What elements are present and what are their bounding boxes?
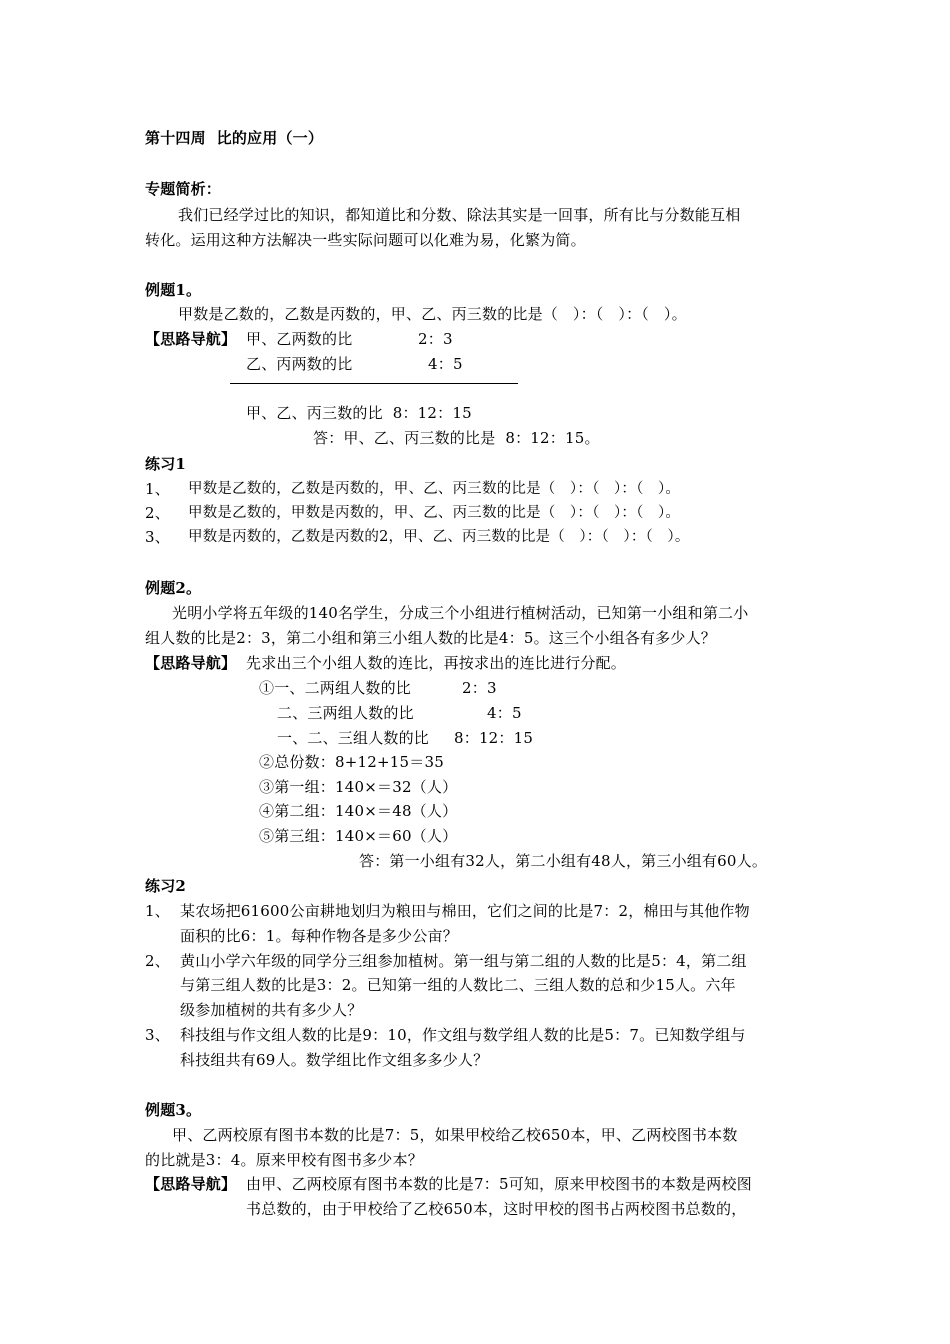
example-3-line: 的比就是3：4。原来甲校有图书多少本？	[145, 1151, 423, 1169]
example-2-step: ①一、二两组人数的比	[259, 679, 412, 697]
example-1-nav-label: 【思路导航】	[145, 330, 237, 348]
practice-1-heading: 练习1	[145, 455, 187, 473]
example-1-nav-ratio: 4：5	[428, 355, 463, 373]
intro-line: 转化。运用这种方法解决一些实际问题可以化难为易，化繁为简。	[145, 231, 586, 249]
example-2-step: 二、三两组人数的比	[277, 704, 414, 722]
example-2-step-ratio: 2：3	[462, 679, 497, 697]
example-1-nav-ratio: 2：3	[418, 330, 453, 348]
page-title: 第十四周 比的应用（一）	[145, 129, 324, 147]
example-2-line: 光明小学将五年级的140名学生，分成三个小组进行植树活动，已知第一小组和第二小	[172, 604, 749, 622]
example-3-nav-line: 由甲、乙两校原有图书本数的比是7：5可知，原来甲校图书的本数是两校图	[246, 1175, 752, 1193]
intro-heading: 专题简析：	[145, 180, 222, 198]
example-3-line: 甲、乙两校原有图书本数的比是7：5，如果甲校给乙校650本，甲、乙两校图书本数	[172, 1126, 738, 1144]
practice-2-line: 某农场把61600公亩耕地划归为粮田与棉田，它们之间的比是7：2，棉田与其他作物	[180, 902, 750, 920]
practice-1-num: 1、	[145, 480, 170, 498]
fraction-rule	[230, 383, 518, 384]
practice-2-heading: 练习2	[145, 877, 187, 895]
intro-line: 我们已经学过比的知识，都知道比和分数、除法其实是一回事，所有比与分数能互相	[178, 206, 741, 224]
practice-2-line: 面积的比6：1。每种作物各是多少公亩？	[180, 927, 458, 945]
example-2-nav-label: 【思路导航】	[145, 654, 237, 672]
example-1-nav-line: 甲、乙、丙三数的比 8：12：15	[246, 404, 472, 422]
example-1-question: 甲数是乙数的，乙数是丙数的，甲、乙、丙三数的比是（ ）：（ ）：（ ）。	[178, 305, 687, 323]
example-2-step: ②总份数：8+12+15＝35	[259, 753, 444, 771]
practice-1-num: 3、	[145, 528, 170, 546]
practice-1-item: 甲数是乙数的，甲数是丙数的，甲、乙、丙三数的比是（ ）：（ ）：（ ）。	[188, 505, 681, 521]
practice-2-num: 3、	[145, 1026, 170, 1044]
practice-2-num: 2、	[145, 952, 170, 970]
example-3-heading: 例题3。	[145, 1101, 202, 1119]
example-2-nav-text: 先求出三个小组人数的连比，再按求出的连比进行分配。	[246, 654, 627, 672]
practice-2-line: 科技组与作文组人数的比是9：10，作文组与数学组人数的比是5：7。已知数学组与	[180, 1026, 746, 1044]
example-3-nav-label: 【思路导航】	[145, 1175, 237, 1193]
practice-2-num: 1、	[145, 902, 170, 920]
practice-2-line: 与第三组人数的比是3：2。已知第一组的人数比二、三组人数的总和少15人。六年	[180, 976, 736, 994]
practice-1-num: 2、	[145, 504, 170, 522]
practice-1-item: 甲数是乙数的，乙数是丙数的，甲、乙、丙三数的比是（ ）：（ ）：（ ）。	[188, 481, 681, 497]
example-2-step: ⑤第三组：140×＝60（人）	[259, 827, 458, 845]
practice-2-line: 级参加植树的共有多少人？	[180, 1001, 363, 1019]
example-1-nav-line: 甲、乙两数的比	[246, 330, 353, 348]
practice-2-line: 黄山小学六年级的同学分三组参加植树。第一组与第二组的人数的比是5：4，第二组	[180, 952, 747, 970]
example-2-answer: 答：第一小组有32人，第二小组有48人，第三小组有60人。	[359, 852, 768, 870]
practice-1-item: 甲数是丙数的，乙数是丙数的2，甲、乙、丙三数的比是（ ）：（ ）：（ ）。	[188, 529, 690, 545]
example-3-nav-line: 书总数的，由于甲校给了乙校650本，这时甲校的图书占两校图书总数的，	[246, 1200, 747, 1218]
example-2-step-ratio: 4：5	[487, 704, 522, 722]
example-2-heading: 例题2。	[145, 579, 202, 597]
practice-2-line: 科技组共有69人。数学组比作文组多多少人？	[180, 1051, 489, 1069]
example-2-line: 组人数的比是2：3，第二小组和第三小组人数的比是4：5。这三个小组各有多少人？	[145, 629, 716, 647]
example-1-answer: 答：甲、乙、丙三数的比是 8：12：15。	[313, 429, 600, 447]
example-1-nav-line: 乙、丙两数的比	[246, 355, 353, 373]
example-2-step: ③第一组：140×＝32（人）	[259, 778, 458, 796]
example-2-step: 一、二、三组人数的比	[277, 729, 430, 747]
example-2-step-ratio: 8：12：15	[454, 729, 534, 747]
example-2-step: ④第二组：140×＝48（人）	[259, 802, 458, 820]
example-1-heading: 例题1。	[145, 281, 202, 299]
